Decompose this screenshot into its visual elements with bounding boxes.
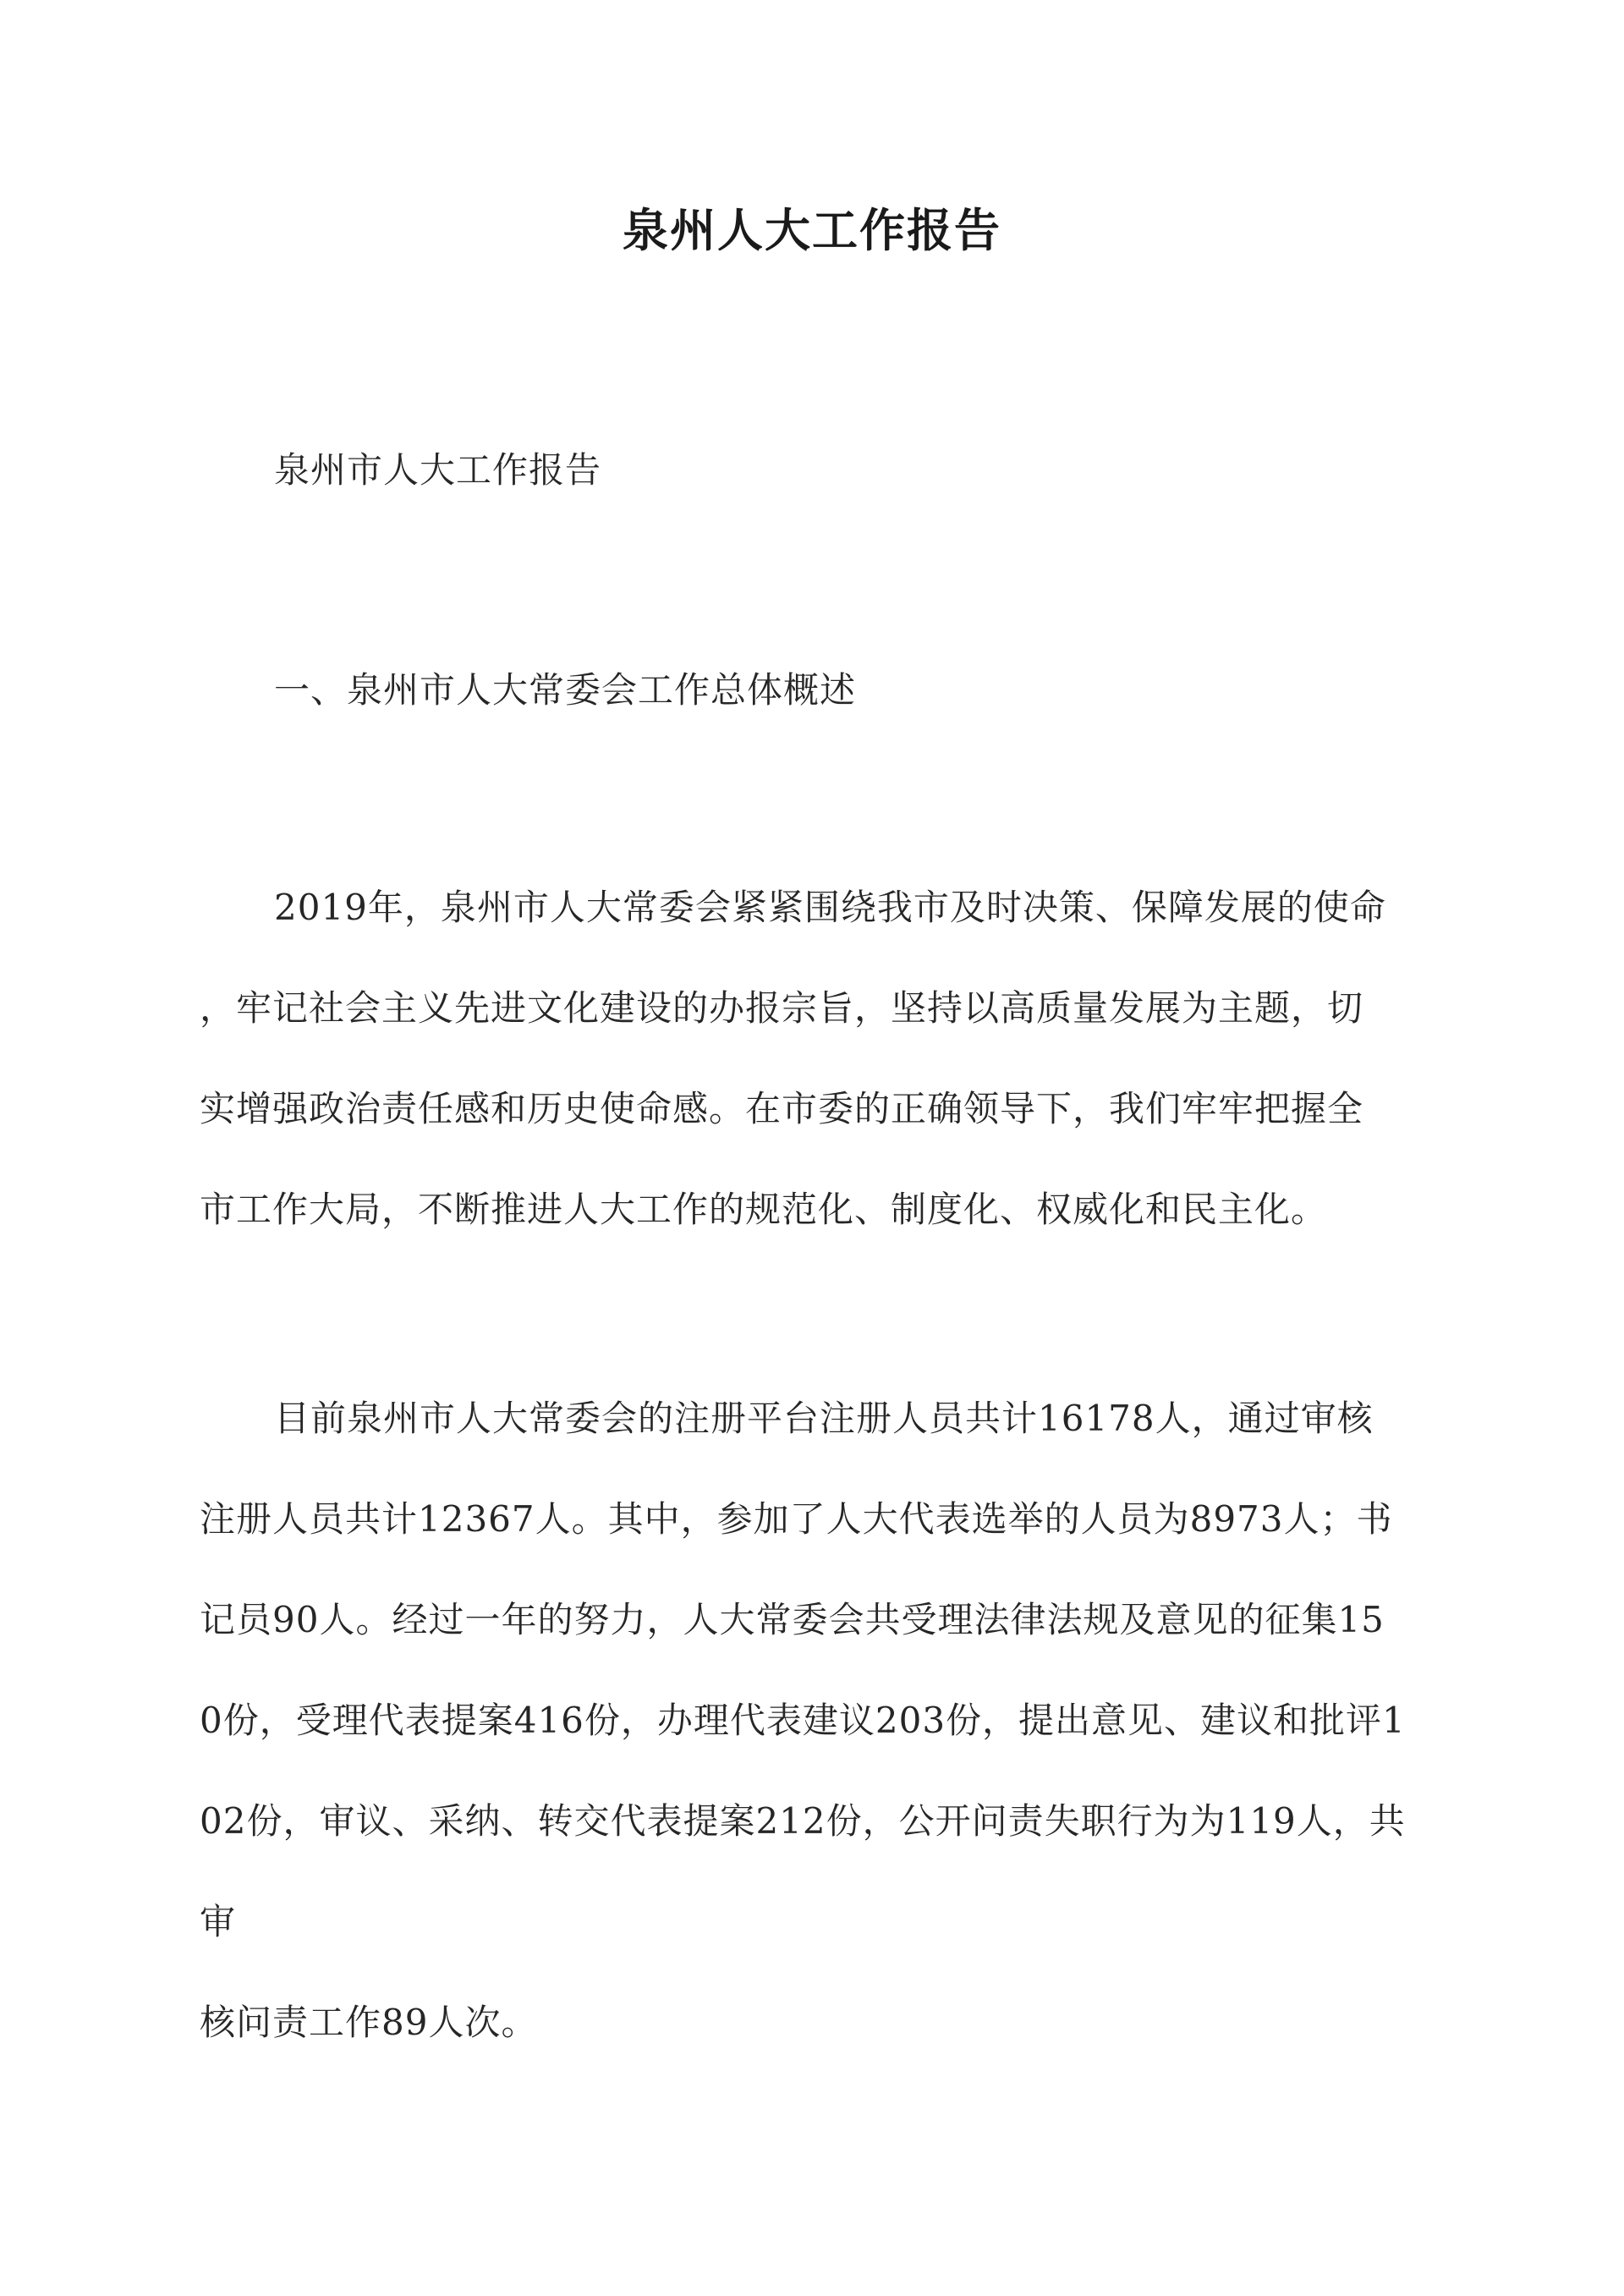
paragraph-line: 核问责工作89人次。 [200, 2002, 538, 2043]
paragraph-line: 实增强政治责任感和历史使命感。在市委的正确领导下，我们牢牢把握全 [200, 1088, 1364, 1129]
paragraph-line: 0份，受理代表提案416份，办理代表建议203份，提出意见、建议和批评1 [200, 1700, 1406, 1741]
paragraph-line: 目前泉州市人大常委会的注册平台注册人员共计16178人，通过审核 [274, 1398, 1374, 1439]
paragraph-line: 02份，审议、采纳、转交代表提案212份，公开问责失职行为为119人，共审 [200, 1800, 1406, 1942]
paragraph-line: 市工作大局，不断推进人大工作的规范化、制度化、权威化和民主化。 [200, 1189, 1328, 1230]
paragraph-line: 注册人员共计12367人。其中，参加了人大代表选举的人员为8973人；书 [200, 1498, 1393, 1540]
document-title: 泉州人大工作报告 [623, 203, 1001, 257]
paragraph-statistics [200, 1368, 1428, 2073]
paragraph-line: 2019年，泉州市人大常委会紧紧围绕我市及时决策、保障发展的使命 [274, 887, 1386, 928]
document-subtitle: 泉州市人大工作报告 [274, 449, 602, 491]
section-heading: 一、泉州市人大常委会工作总体概述 [274, 669, 857, 711]
paragraph-line: ，牢记社会主义先进文化建设的办报宗旨，坚持以高质量发展为主题，切 [200, 987, 1364, 1029]
paragraph-line: 记员90人。经过一年的努力，人大常委会共受理法律法规及意见的征集15 [200, 1599, 1385, 1640]
paragraph-overview [200, 857, 1428, 1260]
